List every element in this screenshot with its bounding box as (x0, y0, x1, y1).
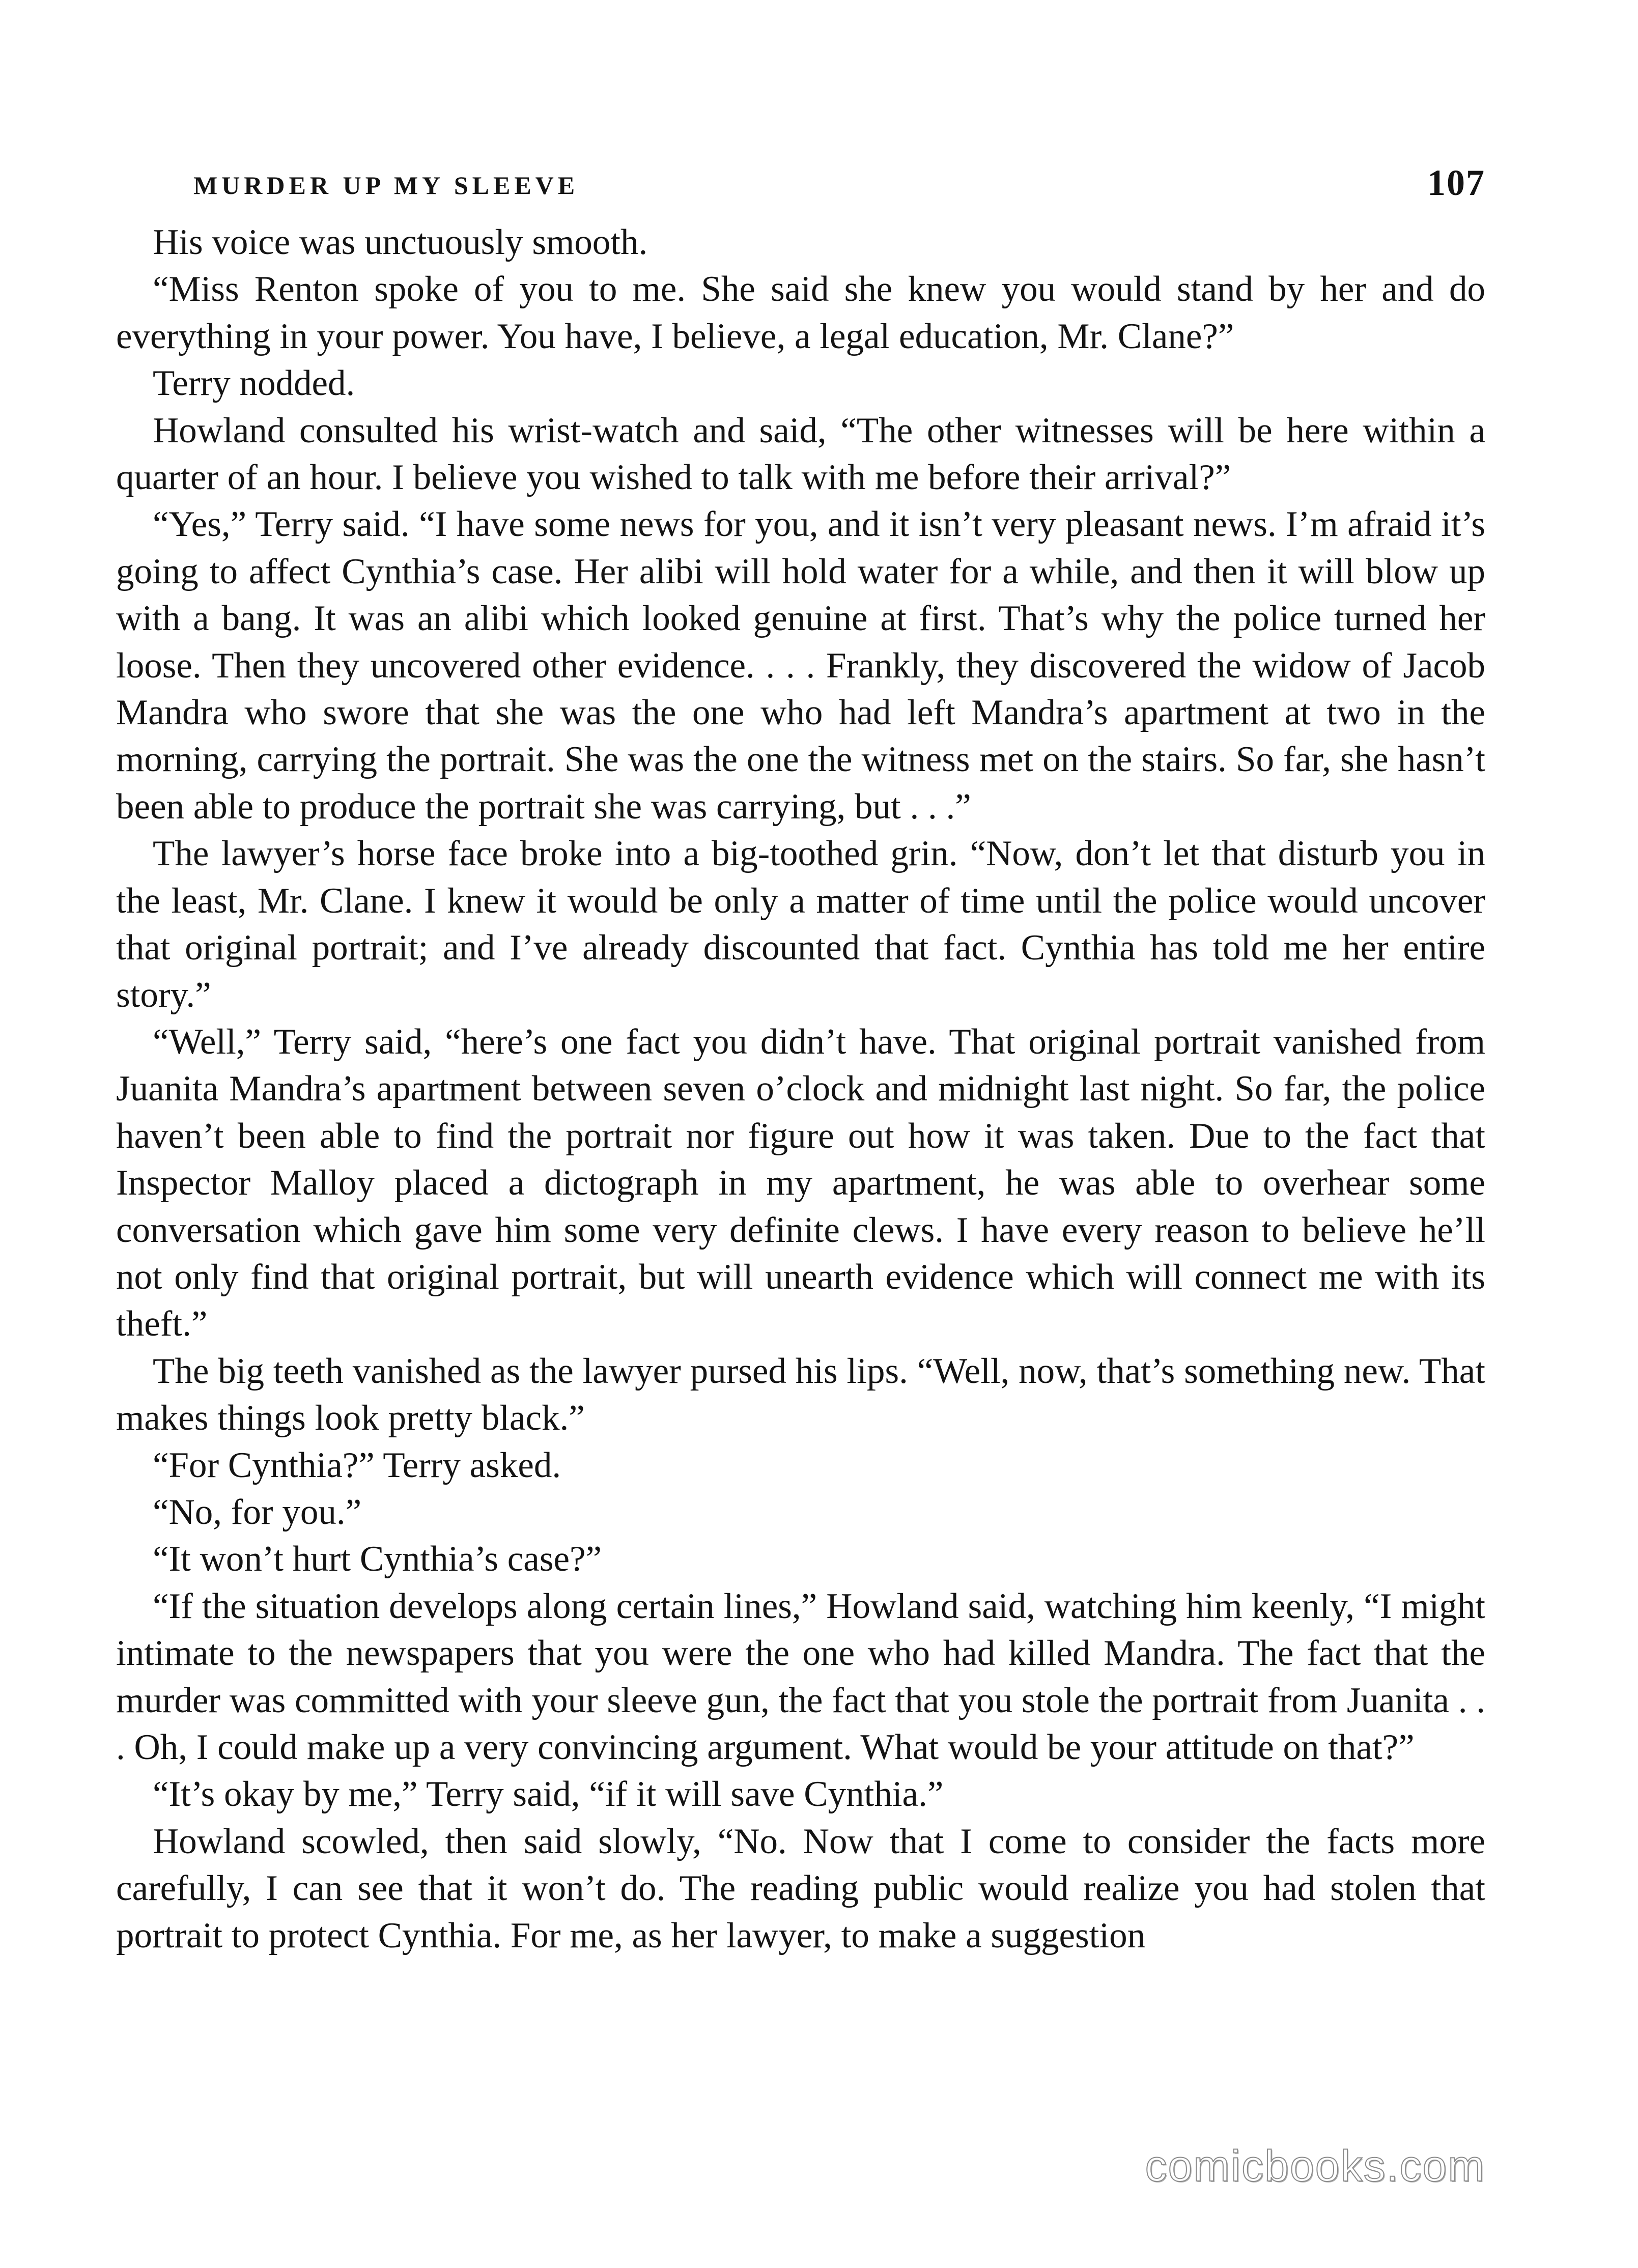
paragraph: Terry nodded. (153, 363, 355, 404)
body-text (116, 219, 1485, 1959)
paragraph: “It’s okay by me,” Terry said, “if it will save Cynthia.” (153, 1774, 944, 1815)
paragraph: “Yes,” Terry said. “I have some news for you, and it isn’t very pleasant news. I’m afraid it’s going to affect Cynthia’s case. Her alibi will hold water for a while, and then it will blow up with a bang. It was an alibi which looked genuine at first. That’s why the police turned her loose. Then they uncovered other evidence. . . . Frankly, they discovered the widow of Jacob Mandra who swore that she was the one who had left Mandra’s apartment at two in the morning, carrying the portrait. She was the one the witness met on the stairs. So far, she hasn’t been able to produce the portrait she was carrying, but . . .” (116, 504, 1485, 827)
paragraph: “If the situation develops along certain lines,” Howland said, watching him keenly, “I might intimate to the newspapers that you were the one who had killed Mandra. The fact that the murder was committed with your sleeve gun, the fact that you stole the portrait from Juanita . . . Oh, I could make up a very convincing argument. What would be your attitude on that?” (116, 1586, 1485, 1767)
running-title: MURDER UP MY SLEEVE (193, 171, 579, 200)
paragraph: Howland consulted his wrist-watch and said, “The other witnesses will be here within a quarter of an hour. I believe you wished to talk with me before their arrival?” (116, 410, 1485, 498)
paragraph: “It won’t hurt Cynthia’s case?” (153, 1539, 602, 1579)
paragraph: The lawyer’s horse face broke into a big-toothed grin. “Now, don’t let that disturb you in the least, Mr. Clane. I knew it would be only a matter of time until the police would uncover that original portrait; and I’ve already discounted that fact. Cynthia has told me her entire story.” (116, 834, 1485, 1015)
paragraph: Howland scowled, then said slowly, “No. Now that I come to consider the facts more carefully, I can see that it won’t do. The reading public would realize you had stolen that portrait to protect Cynthia. For me, as her lawyer, to make a suggestion (116, 1821, 1485, 1955)
paragraph: The big teeth vanished as the lawyer pursed his lips. “Well, now, that’s something new. That makes things look pretty black.” (116, 1351, 1485, 1438)
paragraph: “No, for you.” (153, 1492, 362, 1532)
paragraph: “For Cynthia?” Terry asked. (153, 1445, 561, 1485)
paragraph: “Miss Renton spoke of you to me. She said she knew you would stand by her and do everything in your power. You have, I believe, a legal education, Mr. Clane?” (116, 269, 1485, 356)
paragraph: His voice was unctuously smooth. (153, 222, 648, 262)
watermark: comicbooks.com (1145, 2142, 1485, 2191)
paragraph: “Well,” Terry said, “here’s one fact you didn’t have. That original portrait vanished from Juanita Mandra’s apartment between seven o’clock and midnight last night. So far, the police haven’t been able to find the portrait nor figure out how it was taken. Due to the fact that Inspector Malloy placed a dictograph in my apartment, he was able to overhear some conversation which gave him some very definite clews. I have every reason to believe he’ll not only find that original portrait, but will unearth evidence which will connect me with its theft.” (116, 1022, 1485, 1344)
page-number: 107 (1427, 162, 1485, 203)
